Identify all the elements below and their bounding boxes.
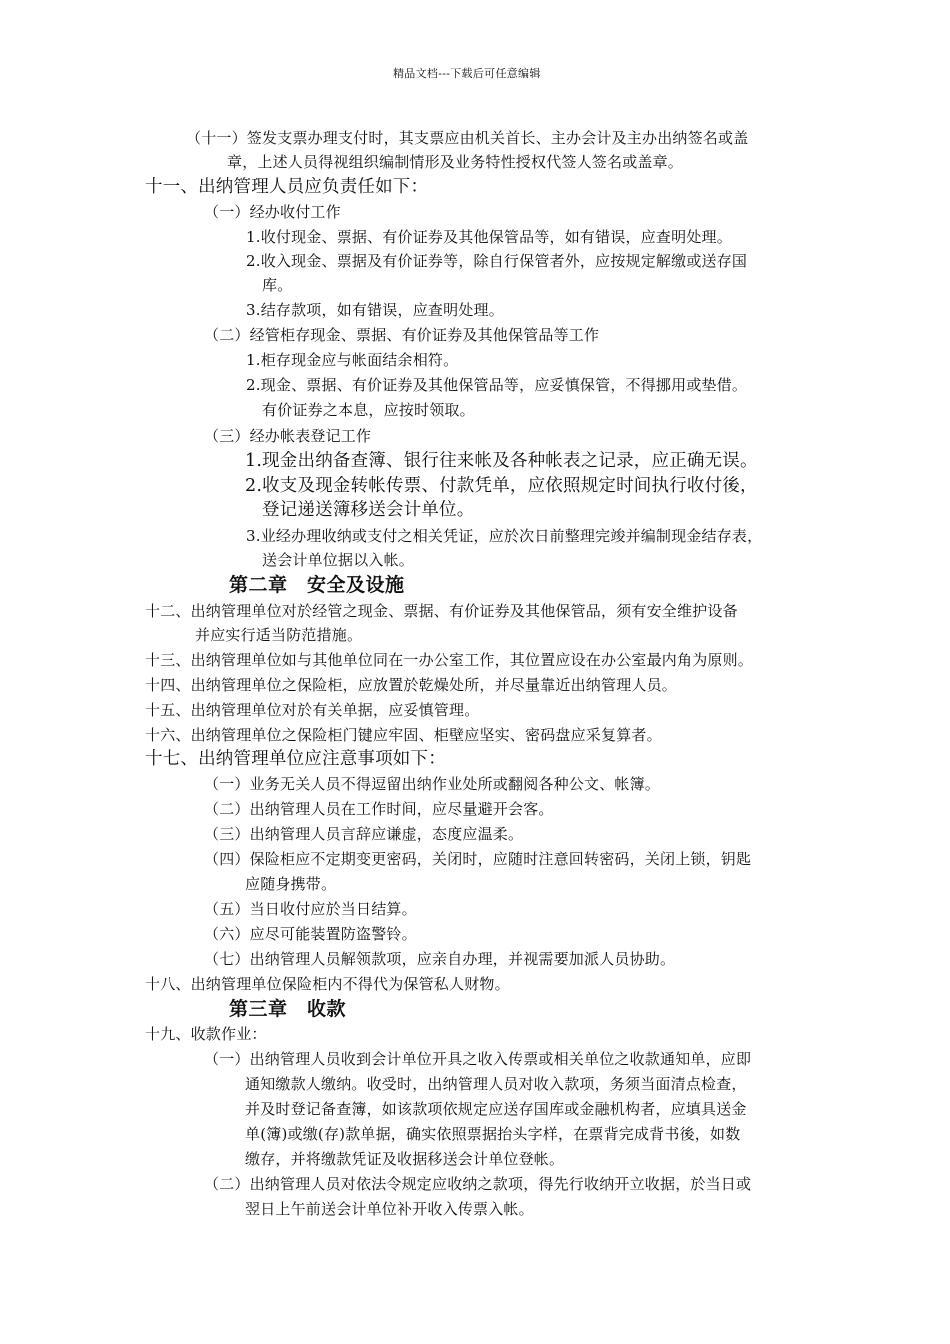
sub-item: （一）业务无关人员不得逗留出纳作业处所或翻阅各种公文、帐簿。 [204,775,661,793]
article-line: 十八、出纳管理单位保险柜内不得代为保管私人财物。 [145,975,510,993]
article-line: 十三、出纳管理单位如与其他单位同在一办公室工作，其位置应设在办公室最内角为原则。 [145,651,754,669]
article-line: 十六、出纳管理单位之保险柜门键应牢固、柜壁应坚实、密码盘应采复算者。 [145,726,662,744]
sub-item-cont: 通知缴款人缴纳。收受时，出纳管理人员对收入款项，务须当面清点检查， [245,1075,747,1093]
article-17-heading: 十七、出纳管理单位应注意事项如下： [145,749,446,769]
numbered-item-cont: 登记递送簿移送会计单位。 [262,500,475,520]
sub-item: （二）出纳管理人员对依法令规定应收纳之款项，得先行收纳开立收据，於当日或 [204,1175,752,1193]
sub-item-cont: 翌日上午前送会计单位补开收入传票入帐。 [245,1200,534,1218]
article-line-cont: 并应实行适当防范措施。 [195,626,363,644]
chapter-3-title: 第三章 收款 [229,998,347,1020]
numbered-item: 1.收付现金、票据、有价证券及其他保管品等，如有错误，应查明处理。 [246,228,732,246]
sub-item: （六）应尽可能装置防盗警铃。 [204,925,417,943]
sub-item: （二）经管柜存现金、票据、有价证券及其他保管品等工作 [204,326,600,344]
clause-11-sub-line: （十一）签发支票办理支付时，其支票应由机关首长、主办会计及主办出纳签名或盖 [186,129,749,147]
sub-item-cont: 应随身携带。 [245,875,337,893]
sub-item: （四）保险柜应不定期变更密码，关闭时，应随时注意回转密码，关闭上锁，钥匙 [204,850,752,868]
numbered-item: 1.现金出纳备查簿、银行往来帐及各种帐表之记录，应正确无误。 [245,451,758,471]
numbered-item: 2.收入现金、票据及有价证券等，除自行保管者外，应按规定解缴或送存国 [246,252,748,270]
sub-item: （三）出纳管理人员言辞应谦虚，态度应温柔。 [204,825,524,843]
clause-11-sub-line: 章，上述人员得视组织编制情形及业务特性授权代签人签名或盖章。 [227,153,684,171]
sub-item: （一）出纳管理人员收到会计单位开具之收入传票或相关单位之收款通知单，应即 [204,1050,752,1068]
sub-item: （三）经办帐表登记工作 [204,427,372,445]
sub-item: （五）当日收付应於当日结算。 [204,900,417,918]
numbered-item: 1.柜存现金应与帐面结余相符。 [246,351,459,369]
numbered-item: 3.结存款项，如有错误，应查明处理。 [246,301,504,319]
sub-item: （二）出纳管理人员在工作时间，应尽量避开会客。 [204,800,554,818]
numbered-item: 2.现金、票据、有价证券及其他保管品等，应妥慎保管，不得挪用或垫借。 [246,376,748,394]
numbered-item-cont: 送会计单位据以入帐。 [262,551,415,569]
chapter-2-title: 第二章 安全及设施 [229,574,405,596]
sub-item: （一）经办收付工作 [204,203,341,221]
sub-item-cont: 缴存，并将缴款凭证及收据移送会计单位登帐。 [245,1150,565,1168]
article-line: 十九、收款作业： [145,1025,267,1043]
numbered-item-cont: 有价证券之本息，应按时领取。 [262,401,475,419]
article-line: 十二、出纳管理单位对於经管之现金、票据、有价证券及其他保管品，须有安全维护设备 [145,602,738,620]
numbered-item: 3.业经办理收纳或支付之相关凭证，应於次日前整理完竣并编制现金结存表， [246,527,763,545]
numbered-item: 2.收支及现金转帐传票、付款凭单，应依照规定时间执行收付後， [245,476,758,496]
sub-item-cont: 并及时登记备查簿，如该款项依规定应送存国库或金融机构者，应填具送金 [245,1100,747,1118]
sub-item: （七）出纳管理人员解领款项，应亲自办理，并视需要加派人员协助。 [204,950,676,968]
article-line: 十五、出纳管理单位对於有关单据，应妥慎管理。 [145,701,480,719]
numbered-item-cont: 库。 [262,276,293,294]
sub-item-cont: 单(簿)或缴(存)款单据，确实依照票据抬头字样，在票背完成背书後，如数 [245,1125,741,1143]
article-11-heading: 十一、出纳管理人员应负责任如下： [145,177,429,197]
article-line: 十四、出纳管理单位之保险柜，应放置於乾燥处所，并尽量靠近出纳管理人员。 [145,676,678,694]
page-header: 精品文档---下载后可任意编辑 [393,67,541,80]
